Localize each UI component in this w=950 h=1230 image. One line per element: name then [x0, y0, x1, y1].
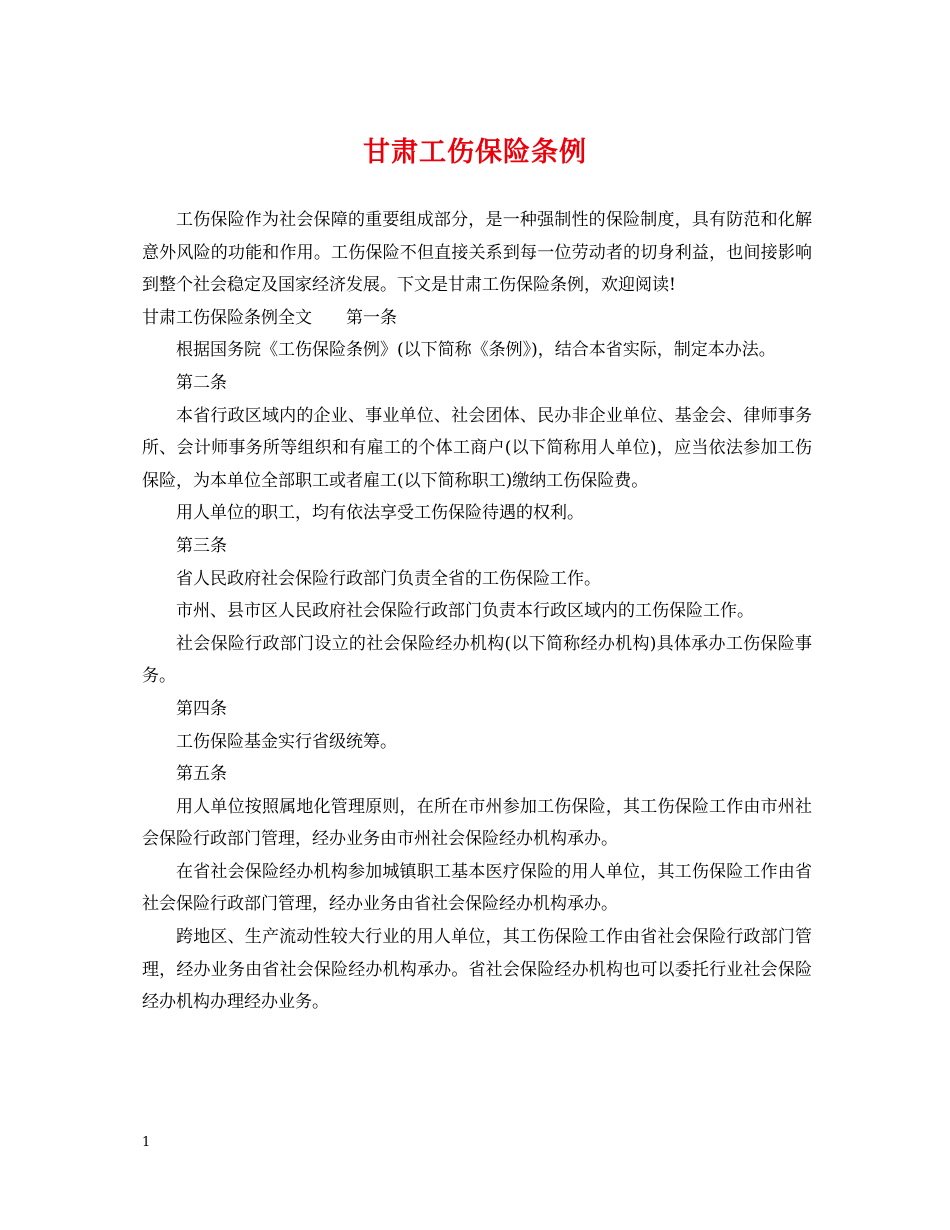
article-3-text: 省人民政府社会保险行政部门负责全省的工伤保险工作。: [176, 568, 601, 589]
paragraph-intro: 工伤保险作为社会保障的重要组成部分，是一种强制性的保险制度，具有防范和化解意外风险的功能和作用。工伤保险不但直接关系到每一位劳动者的切身利益，也间接影响到整个社会稳定及国家经济发展。下文是甘肃工伤保险条例，欢迎阅读!: [142, 210, 812, 296]
article-4-text: 工伤保险基金实行省级统筹。: [176, 731, 397, 752]
article-5-heading: 第五条: [176, 764, 227, 785]
paragraph-full-text-heading: [142, 302, 812, 335]
document-title: 甘肃工伤保险条例: [363, 137, 587, 168]
article-5-text-2: 在省社会保险经办机构参加城镇职工基本医疗保险的用人单位，其工伤保险工作由省社会保险行政部门管理，经办业务由省社会保险经办机构承办。: [142, 861, 812, 915]
document-body: [142, 204, 812, 1019]
article-5-text-3: 跨地区、生产流动性较大行业的用人单位，其工伤保险工作由省社会保险行政部门管理，经办业务由省社会保险经办机构承办。省社会保险经办机构也可以委托行业社会保险经办机构办理经办业务。: [142, 927, 812, 1013]
article-1-text: 根据国务院《工伤保险条例》(以下简称《条例》)，结合本省实际，制定本办法。: [176, 340, 776, 361]
article-3-text-2: 市州、县市区人民政府社会保险行政部门负责本行政区域内的工伤保险工作。: [176, 601, 754, 622]
article-3-text-3: 社会保险行政部门设立的社会保险经办机构(以下简称经办机构)具体承办工伤保险事务。: [142, 633, 812, 687]
article-2-text: 本省行政区域内的企业、事业单位、社会团体、民办非企业单位、基金会、律师事务所、会计师事务所等组织和有雇工的个体工商户(以下简称用人单位)，应当依法参加工伤保险，为本单位全部职工或者雇工(以下简称职工)缴纳工伤保险费。: [142, 405, 812, 491]
full-text-heading: 甘肃工伤保险条例全文: [142, 307, 312, 328]
article-4-heading: 第四条: [176, 698, 227, 719]
page-number: 1: [142, 1135, 151, 1150]
article-2-heading: 第二条: [176, 372, 227, 393]
article-1-heading: 第一条: [346, 307, 397, 328]
article-3-heading: 第三条: [176, 535, 227, 556]
article-5-text: 用人单位按照属地化管理原则，在所在市州参加工伤保险，其工伤保险工作由市州社会保险行政部门管理，经办业务由市州社会保险经办机构承办。: [142, 796, 812, 850]
article-2-text-2: 用人单位的职工，均有依法享受工伤保险待遇的权利。: [176, 503, 584, 524]
